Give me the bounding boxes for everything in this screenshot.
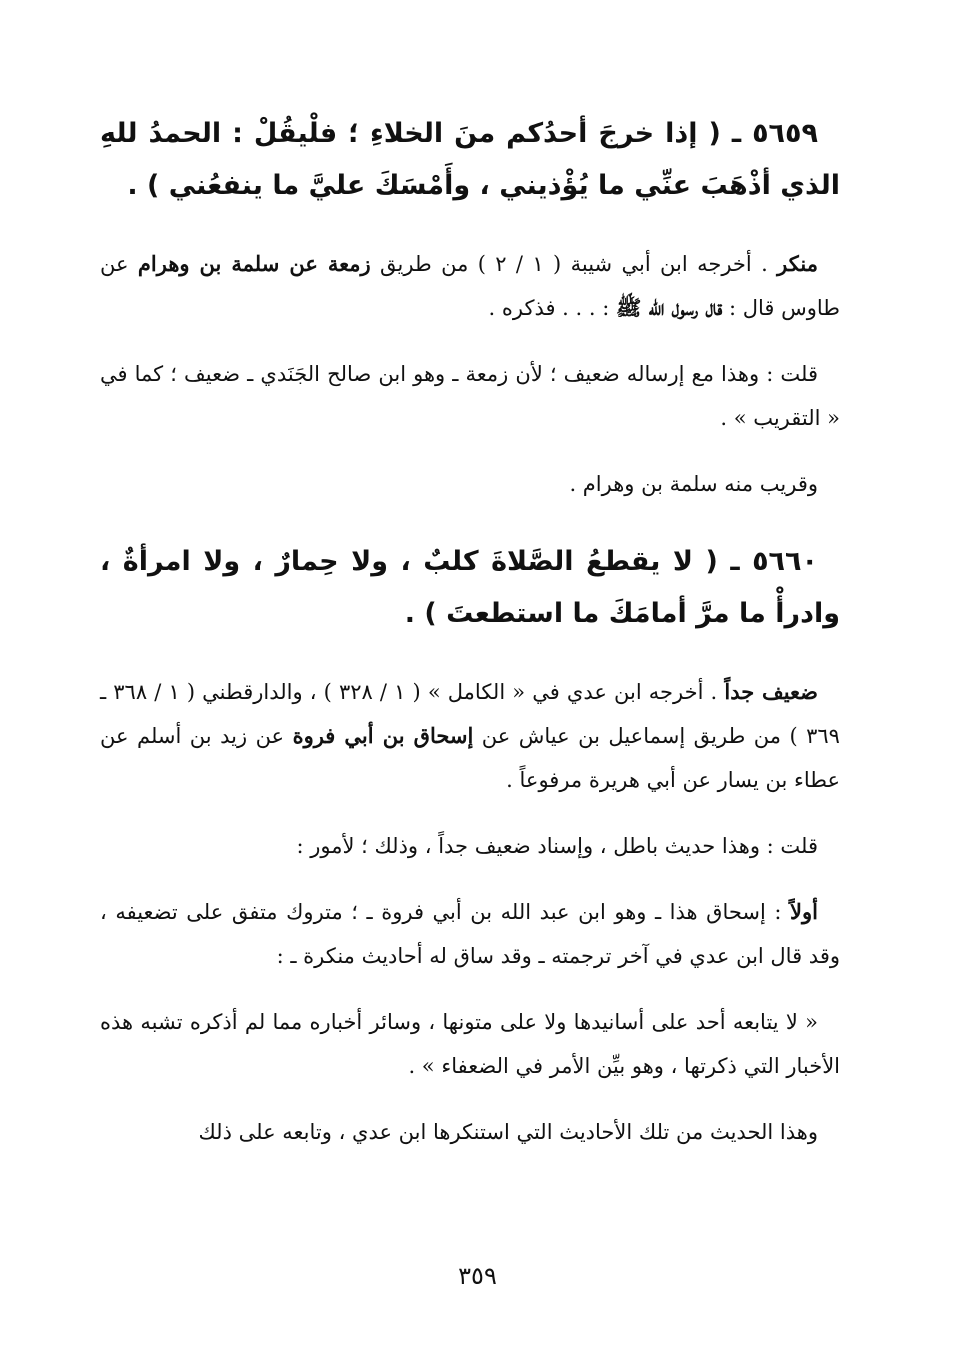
hadith-separator: ـ <box>717 546 740 577</box>
hadith-text: ( إذا خرجَ أحدُكم منَ الخلاءِ ؛ فلْيقُلْ : الحمدُ للهِ الذي أذْهَبَ عنِّي ما يُؤْذيني ، وأَمْسَكَ عليَّ ما ينفعُني ) . <box>100 118 840 201</box>
paragraph-text: « لا يتابعه أحد على أسانيدها ولا على متونها ، وسائر أخباره مما لم أذكره تشبه هذه الأخبار التي ذكرتها ، وهو بيِّن الأمر في الضعفاء » . <box>100 1010 840 1078</box>
grade-label: ضعيف جداً <box>724 679 818 704</box>
paragraph-text: وقريب منه سلمة بن وهرام . <box>569 472 818 496</box>
commentary-paragraph <box>100 1110 840 1154</box>
commentary-paragraph <box>100 824 840 868</box>
paragraph-text: قلت : وهذا حديث باطل ، وإسناد ضعيف جداً ، وذلك ؛ لأمور : <box>296 834 818 858</box>
page-body <box>100 108 840 1176</box>
paragraph-text: عن طاوس قال : <box>100 252 840 320</box>
hadith-entry <box>100 536 840 640</box>
hadith-number: ٥٦٦٠ <box>752 546 818 577</box>
commentary-paragraph <box>100 352 840 440</box>
takhrij-paragraph <box>100 670 840 802</box>
paragraph-text: : إسحاق هذا ـ وهو ابن عبد الله بن أبي فروة ـ ؛ متروك متفق على تضعيفه ، وقد قال ابن عدي في آخر ترجمته ـ وقد ساق له أحاديث منكرة ـ : <box>100 900 840 968</box>
narrator-chain: زمعة عن سلمة بن وهرام <box>137 251 371 276</box>
prophet-quote-label: قال رسول الله ﷺ <box>616 295 723 320</box>
commentary-paragraph <box>100 890 840 978</box>
page-number: ٣٥٩ <box>458 1262 497 1290</box>
paragraph-text: قلت : وهذا مع إرساله ضعيف ؛ لأن زمعة ـ وهو ابن صالح الجَنَدي ـ ضعيف ؛ كما في « التقريب » . <box>100 362 840 430</box>
grade-label: منكر <box>777 251 818 276</box>
paragraph-text: : . . . فذكره . <box>488 296 610 320</box>
narrator-chain: إسحاق بن أبي فروة <box>292 723 474 748</box>
hadith-entry <box>100 108 840 212</box>
paragraph-text: وهذا الحديث من تلك الأحاديث التي استنكرها ابن عدي ، وتابعه على ذلك <box>198 1120 818 1144</box>
hadith-separator: ـ <box>720 118 742 149</box>
hadith-text: ( لا يقطعُ الصَّلاةَ كلبٌ ، ولا حِمارٌ ، ولا امرأةٌ ، وادرأْ ما مرَّ أمامَكَ ما استطعتَ ) . <box>100 546 840 629</box>
point-lead: أولاً <box>790 899 818 924</box>
commentary-paragraph <box>100 462 840 506</box>
hadith-number: ٥٦٥٩ <box>752 118 818 149</box>
takhrij-paragraph <box>100 242 840 330</box>
paragraph-text: . أخرجه ابن أبي شيبة ( ١ / ٢ ) من طريق <box>380 252 768 276</box>
paragraph-text: . أخرجه ابن عدي في « الكامل » ( ١ / ٣٢٨ ) ، والدارقطني ( ١ / ٣٦٨ ـ ٣٦٩ ) من طريق إسماعيل بن عياش عن <box>100 680 840 748</box>
quotation-paragraph <box>100 1000 840 1088</box>
paragraph-text: عن زيد بن أسلم عن عطاء بن يسار عن أبي هريرة مرفوعاً . <box>100 724 840 792</box>
